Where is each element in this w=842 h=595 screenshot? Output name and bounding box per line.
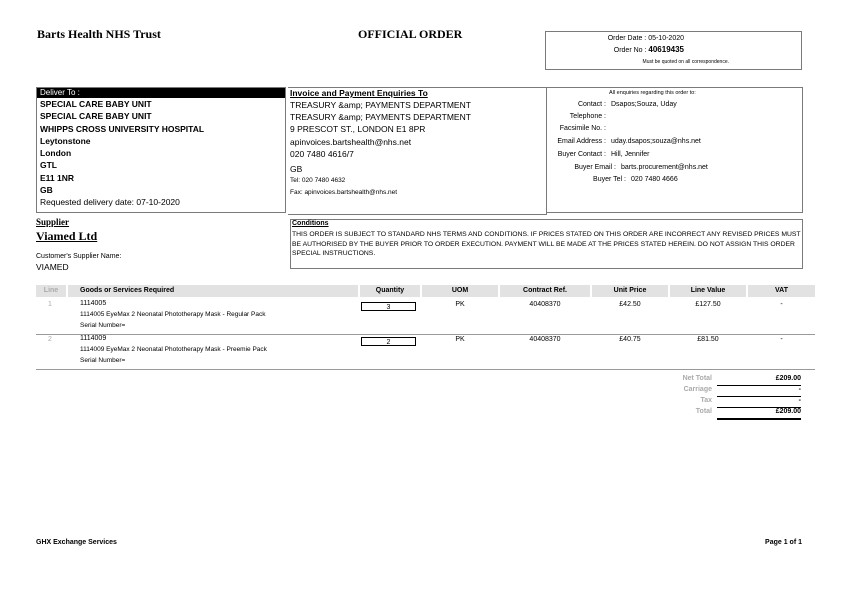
column-header-quantity: Quantity [360,285,420,297]
supplier-label: Supplier [36,217,70,227]
requested-delivery-date: Requested delivery date: 07-10-2020 [40,197,180,208]
invoice-line: apinvoices.bartshealth@nhs.net [290,136,412,147]
row-line-value: £81.50 [697,336,719,343]
buyer-tel-label: Buyer Tel : [593,176,626,183]
deliver-to-box [36,87,286,213]
row-line-number: 2 [48,336,52,343]
deliver-address [37,98,285,209]
net-total-label: Net Total [682,375,712,382]
document-title: OFFICIAL ORDER [358,27,463,41]
contact-box [546,87,803,213]
order-date-label: Order Date : [607,35,647,42]
invoice-box [288,87,547,215]
row-uom: PK [455,336,465,343]
tax-value: - [717,397,801,408]
column-header-contract: Contract Ref. [500,285,590,297]
invoice-fax: Fax: apinvoices.bartshealth@nhs.net [290,189,398,197]
row-uom: PK [455,301,465,308]
carriage-value: - [717,386,801,397]
buyer-email-value: barts.procurement@nhs.net [621,164,708,171]
page-number: Page 1 of 1 [765,539,802,546]
order-no-row [546,45,684,54]
buyer-contact-value: Hill, Jennifer [611,151,650,158]
trust-name: Barts Health NHS Trust [37,27,161,41]
deliver-line: London [40,148,72,159]
row-line-value: £127.50 [695,301,721,308]
invoice-line: GB [290,164,303,175]
contact-label: Contact : [577,101,606,108]
row-quantity: 2 [361,337,416,346]
column-header-line: Line [36,285,66,297]
row-contract: 40408370 [529,336,561,343]
supplier-name: Viamed Ltd [36,229,98,243]
row-description: 1114009 EyeMax 2 Neonatal Phototherapy Mask - Preemie Pack [80,346,267,353]
order-info-box [545,31,802,70]
row-description: 1114005 EyeMax 2 Neonatal Phototherapy Mask - Regular Pack [80,311,266,318]
customer-supplier-label: Customer's Supplier Name: [36,253,122,260]
table-row [36,299,815,335]
invoice-line: 9 PRESCOT ST., LONDON E1 8PR [290,124,426,135]
row-code: 1114009 [80,335,107,342]
carriage-label: Carriage [683,386,712,393]
column-header-line-value: Line Value [670,285,746,297]
email-value: uday.dsapos;souza@nhs.net [611,138,701,145]
order-date-row [546,35,684,42]
contact-heading: All enquiries regarding this order to: [609,90,696,96]
email-label: Email Address : [557,138,606,145]
invoice-line: 020 7480 4616/7 [290,148,354,159]
customer-supplier-value: VIAMED [36,262,69,272]
column-header-uom: UOM [422,285,498,297]
conditions-label: Conditions [292,220,329,227]
deliver-to-heading: Deliver To : [37,88,285,98]
total-value: £209.00 [717,408,801,420]
invoice-tel: Tel: 020 7480 4632 [290,177,346,185]
row-vat: - [780,336,783,343]
net-total-value: £209.00 [717,375,801,386]
buyer-tel-value: 020 7480 4666 [631,176,678,183]
row-line-number: 1 [48,301,52,308]
deliver-line: SPECIAL CARE BABY UNIT [40,111,152,122]
invoice-line: TREASURY &amp; PAYMENTS DEPARTMENT [290,100,471,110]
order-no-value: 40619435 [648,45,684,54]
row-code: 1114005 [80,300,107,307]
buyer-email-label: Buyer Email : [574,164,616,171]
column-header-unit-price: Unit Price [592,285,668,297]
invoice-address [290,99,471,199]
deliver-line: WHIPPS CROSS UNIVERSITY HOSPITAL [40,123,205,134]
telephone-label: Telephone : [569,113,606,120]
row-quantity: 3 [361,302,416,311]
deliver-line: Leytonstone [40,135,91,146]
row-unit-price: £40.75 [619,336,641,343]
total-label: Total [695,408,712,415]
facsimile-label: Facsimile No. : [559,125,606,132]
contact-value: Dsapos;Souza, Uday [611,101,677,108]
order-date-value: 05-10-2020 [648,35,684,42]
deliver-line: SPECIAL CARE BABY UNIT [40,99,152,109]
order-no-label: Order No : [613,47,647,54]
invoice-title: Invoice and Payment Enquiries To [290,88,428,98]
column-header-vat: VAT [748,285,815,297]
footer-service-name: GHX Exchange Services [36,539,117,546]
row-contract: 40408370 [529,301,561,308]
row-unit-price: £42.50 [619,301,641,308]
deliver-line: GB [40,185,53,196]
table-row [36,334,815,370]
column-header-goods: Goods or Services Required [68,285,358,297]
row-serial: Serial Number= [80,357,126,364]
buyer-contact-label: Buyer Contact : [557,151,606,158]
row-serial: Serial Number= [80,322,126,329]
deliver-line: E11 1NR [40,172,75,183]
invoice-line: TREASURY &amp; PAYMENTS DEPARTMENT [290,112,471,123]
deliver-line: GTL [40,160,57,171]
conditions-box [290,219,803,269]
conditions-text: THIS ORDER IS SUBJECT TO STANDARD NHS TERMS AND CONDITIONS. IF PRICES STATED ON THIS ORDER ARE INCORRECT ANY REVISED PRICES MUST BE AUTHORISED BY THE BUYER PRIOR TO ORDER EXECUTION. PAYMENT WILL BE MADE AT THE PRICES STATED HEREIN. DO NOT ASSIGN THIS ORDER SPECIAL INSTRUCTIONS. [292,231,801,258]
order-note: Must be quoted on all correspondence. [642,59,729,65]
row-vat: - [780,301,783,308]
tax-label: Tax [700,397,712,404]
